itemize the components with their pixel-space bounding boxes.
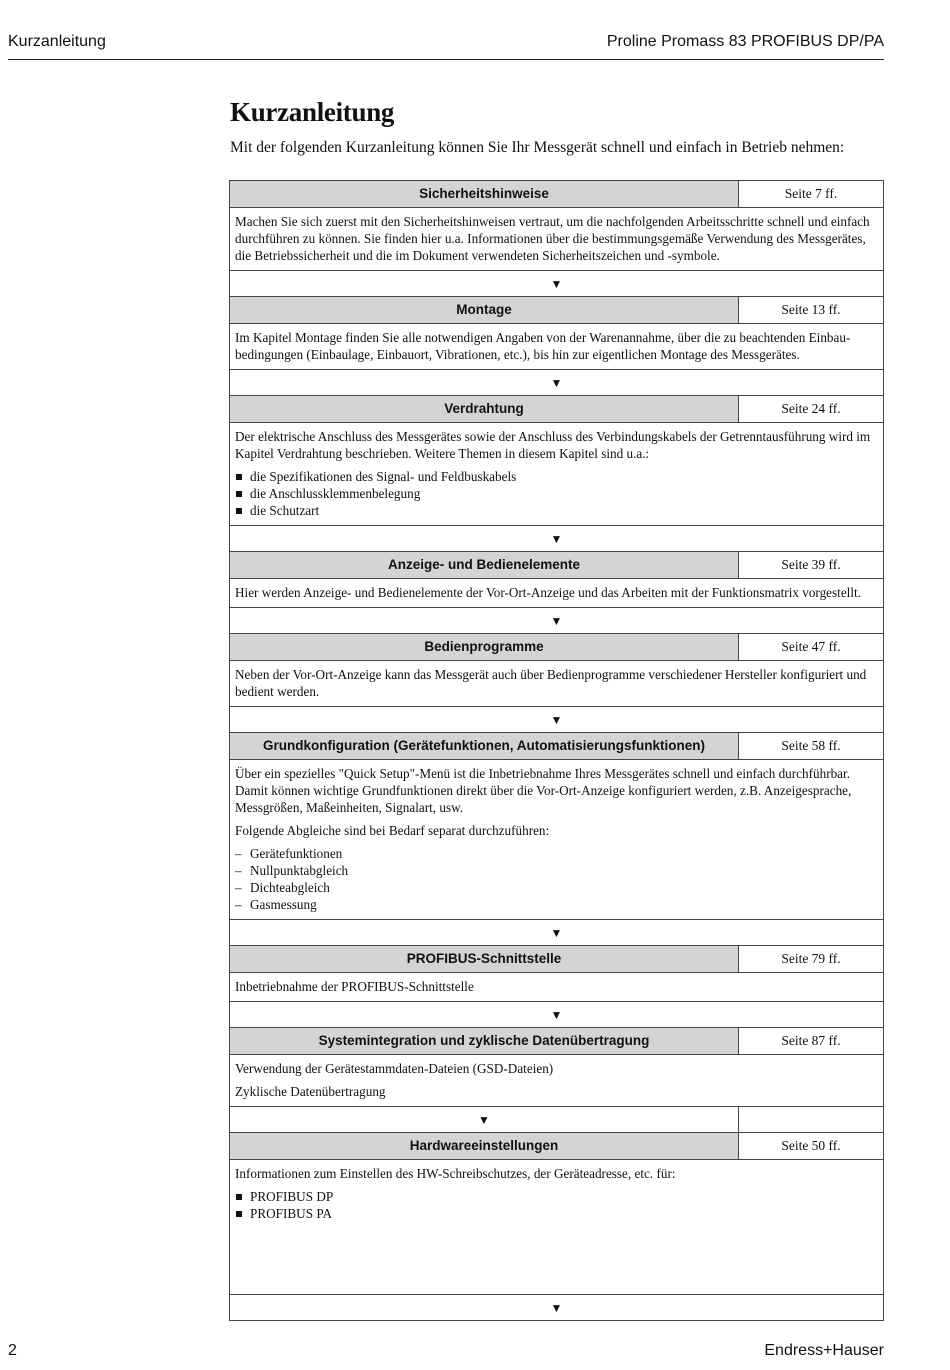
step-title: Montage xyxy=(456,302,512,317)
step-description xyxy=(229,578,884,608)
step-arrow-row xyxy=(229,1106,884,1133)
intro-text: Mit der folgenden Kurzanleitung können Sie Ihr Messgerät schnell und einfach in Betrieb nehmen: xyxy=(230,139,845,156)
step-description xyxy=(229,972,884,1002)
down-arrow-icon: ▼ xyxy=(550,614,563,628)
step-paragraph: Neben der Vor-Ort-Anzeige kann das Messgerät auch über Bedienprogramme verschiedener Hersteller konfiguriert und bedient werden. xyxy=(235,667,867,699)
step-description xyxy=(229,422,884,526)
step-arrow-row xyxy=(229,706,884,733)
page-number: 2 xyxy=(8,1342,17,1359)
brand-name: Endress+Hauser xyxy=(764,1342,884,1359)
dash-list xyxy=(235,845,877,913)
step-paragraph: Hier werden Anzeige- und Bedienelemente der Vor-Ort-Anzeige und das Arbeiten mit der Funktionsmatrix vorgestellt. xyxy=(235,585,861,600)
step-description xyxy=(229,207,884,271)
down-arrow-icon: ▼ xyxy=(550,713,563,727)
step-header xyxy=(229,180,884,208)
step-page-reference: Seite 87 ff. xyxy=(738,1028,883,1054)
step-arrow-row xyxy=(229,369,884,396)
step-page-reference: Seite 39 ff. xyxy=(738,552,883,578)
bullet-item: die Spezifikationen des Signal- und Feldbuskabels xyxy=(235,468,877,485)
step-arrow-row xyxy=(229,270,884,297)
down-arrow-icon: ▼ xyxy=(550,376,563,390)
bullet-list xyxy=(235,468,877,519)
step-header xyxy=(229,296,884,324)
step-header xyxy=(229,1132,884,1160)
bullet-item: die Schutzart xyxy=(235,502,877,519)
step-paragraph: Im Kapitel Montage finden Sie alle notwendigen Angaben von der Warenannahme, über die zu beachtenden Einbau-bedingungen (Einbaulage, Einbauort, Vibrationen, etc.), bis hin zur eigentlichen Montage des Messgerätes. xyxy=(235,330,851,362)
step-page-reference: Seite 24 ff. xyxy=(738,396,883,422)
step-description xyxy=(229,1159,884,1295)
step-description xyxy=(229,759,884,920)
step-header xyxy=(229,551,884,579)
step-header xyxy=(229,395,884,423)
step-page-reference: Seite 58 ff. xyxy=(738,733,883,759)
step-arrow-row xyxy=(229,607,884,634)
step-description xyxy=(229,660,884,707)
step-arrow-row xyxy=(229,1001,884,1028)
step-description xyxy=(229,323,884,370)
step-page-reference: Seite 79 ff. xyxy=(738,946,883,972)
step-paragraph: Über ein spezielles "Quick Setup"-Menü ist die Inbetriebnahme Ihres Messgerätes schnell und einfach durchführbar. Damit können wichtige Grundfunktionen direkt über die Vor-Ort-Anzeige konfiguriert werden, z.B. Anzeigesprache, Messgrößen, Maßeinheiten, Signalart, usw. xyxy=(235,766,852,815)
step-title: Anzeige- und Bedienelemente xyxy=(387,557,581,572)
step-page-reference: Seite 7 ff. xyxy=(738,181,883,207)
step-title: Sicherheitshinweise xyxy=(419,186,549,201)
step-title: Grundkonfiguration (Gerätefunktionen, Automatisierungsfunktionen) xyxy=(263,738,705,753)
step-arrow-row xyxy=(229,919,884,946)
step-page-reference: Seite 13 ff. xyxy=(738,297,883,323)
step-title: Verdrahtung xyxy=(444,401,524,416)
step-title: PROFIBUS-Schnittstelle xyxy=(406,951,562,966)
step-header xyxy=(229,732,884,760)
step-paragraph: Zyklische Datenübertragung xyxy=(235,1084,386,1099)
bullet-item: PROFIBUS DP xyxy=(235,1188,877,1205)
down-arrow-icon: ▼ xyxy=(550,277,563,291)
step-header xyxy=(229,1027,884,1055)
dash-item: – Gasmessung xyxy=(235,896,877,913)
step-title: Bedienprogramme xyxy=(424,639,544,654)
bullet-list xyxy=(235,1188,877,1222)
step-arrow-row xyxy=(229,1294,884,1321)
header-product-name: Proline Promass 83 PROFIBUS DP/PA xyxy=(606,33,884,50)
bullet-item: PROFIBUS PA xyxy=(235,1205,877,1222)
dash-item: – Dichteabgleich xyxy=(235,879,877,896)
step-description xyxy=(229,1054,884,1107)
down-arrow-icon: ▼ xyxy=(550,1301,563,1315)
page-title: Kurzanleitung xyxy=(230,97,395,127)
dash-item: – Gerätefunktionen xyxy=(235,845,877,862)
down-arrow-icon: ▼ xyxy=(550,1008,563,1022)
step-page-reference: Seite 47 ff. xyxy=(738,634,883,660)
step-paragraph: Folgende Abgleiche sind bei Bedarf separat durchzuführen: xyxy=(235,823,550,838)
dash-item: – Nullpunktabgleich xyxy=(235,862,877,879)
down-arrow-icon: ▼ xyxy=(550,532,563,546)
step-header xyxy=(229,945,884,973)
empty-cell xyxy=(738,1107,883,1132)
step-paragraph: Verwendung der Gerätestammdaten-Dateien (GSD-Dateien) xyxy=(235,1061,554,1076)
steps-table xyxy=(229,180,884,1321)
down-arrow-icon: ▼ xyxy=(550,926,563,940)
step-arrow-row xyxy=(229,525,884,552)
step-page-reference: Seite 50 ff. xyxy=(738,1133,883,1159)
header-section-title: Kurzanleitung xyxy=(8,33,106,50)
step-paragraph: Machen Sie sich zuerst mit den Sicherheitshinweisen vertraut, um die nachfolgenden Arbeitsschritte schnell und einfach durchführen zu können. Sie finden hier u.a. Informationen über die bestimmungsgemäße Verwendung des Messgerätes, die Betriebssicherheit und die im Dokument verwendeten Sicherheitszeichen und -symbole. xyxy=(235,214,870,263)
down-arrow-icon: ▼ xyxy=(478,1113,490,1127)
step-paragraph: Inbetriebnahme der PROFIBUS-Schnittstelle xyxy=(235,979,474,994)
step-paragraph: Informationen zum Einstellen des HW-Schreibschutzes, der Geräteadresse, etc. für: xyxy=(235,1166,676,1181)
step-header xyxy=(229,633,884,661)
step-paragraph: Der elektrische Anschluss des Messgerätes sowie der Anschluss des Verbindungskabels der Getrenntausführung wird im Kapitel Verdrahtung beschrieben. Weitere Themen in diesem Kapitel sind u.a.: xyxy=(235,429,871,461)
step-title: Hardwareeinstellungen xyxy=(409,1138,559,1153)
step-title: Systemintegration und zyklische Datenübertragung xyxy=(318,1033,650,1048)
bullet-item: die Anschlussklemmenbelegung xyxy=(235,485,877,502)
header-rule xyxy=(8,59,884,60)
